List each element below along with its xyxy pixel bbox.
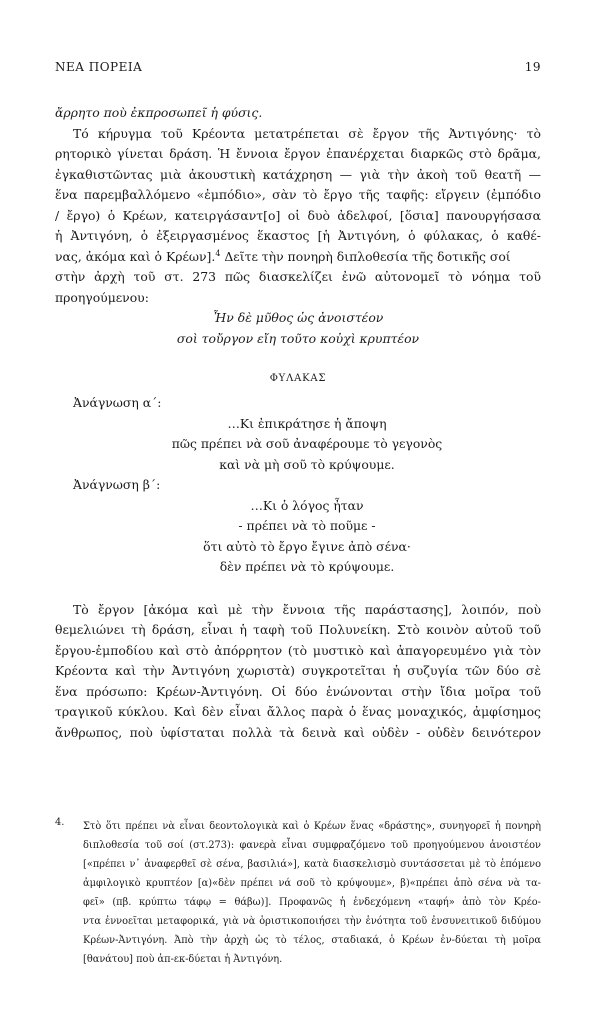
paragraph-2 [55, 600, 541, 744]
verse-line: - πρέπει νὰ τὸ ποῦμε - [238, 518, 376, 533]
verse-line: καὶ νὰ μὴ σοῦ τὸ κρύψουμε. [219, 456, 395, 472]
text-line: Τὸ ἔργον [ἀκόμα καὶ μὲ τὴν ἔννοια τῆς παράστασης], λοιπόν, ποὺ [73, 601, 541, 617]
text-line: ἐγκαθιστῶντας μιὰ ἀκουστικὴ κατάχρηση — γιὰ τὴν ἀκοὴ τοῦ θεατῆ — [55, 166, 541, 182]
text-line: ἡ Ἀντιγόνη, ὁ ἐξειργασμένος ἕκαστος [ἡ Ἀντιγόνη, ὁ φύλακας, ὁ καθέ- [55, 228, 541, 243]
greek-quotation [55, 308, 541, 349]
text-line: Κρέοντα καὶ τὴν Ἀντιγόνη χωριστὰ) συγκροτεῖται ἡ συζυγία τῶν δύο σὲ [55, 663, 541, 678]
footnote-body [55, 817, 541, 969]
footnote-line: Στὸ ὅτι πρέπει νὰ εἶναι δεοντολογικὰ καὶ ὁ Κρέων ἕνας «δράστης», συνηγορεῖ ἡ πονηρὴ [83, 821, 541, 832]
footnote-4 [55, 817, 541, 969]
footnote-line: [θανάτου] ποὺ ἀπ-εκ-δύεται ἡ Ἀντιγόνη. [83, 954, 283, 965]
text-line [55, 247, 541, 268]
text-line: τραγικοῦ κύκλου. Καὶ δὲν εἶναι ἄλλος παρὰ ὁ ἕνας μοναχικός, ἀμφίσημος [55, 704, 541, 719]
reading-a [55, 393, 541, 475]
text-line: ἔργου-ἐμποδίου καὶ στὸ ἀπόρρητον (τὸ μυστικὸ καὶ ἀπαγορευμένο γιὰ τὸν [55, 642, 541, 658]
quote-line: σοὶ τοὔργον εἴη τοῦτο κοὐχὶ κρυπτέον [176, 330, 420, 346]
verse-line: …Κι ἐπικράτησε ἡ ἄποψη [227, 415, 387, 431]
text-line: ἄρρητο ποὺ ἐκπροσωπεῖ ἡ φύσις. [55, 105, 263, 120]
text-line: ρητορικὸ γίνεται δράση. Ἡ ἔννοια ἔργον ἐπανέρχεται διαρκῶς στὸ δρᾶμα, [55, 146, 541, 161]
footnote-line: Κρέων-Ἀντιγόνη. Ἀπὸ τὴν ἀρχὴ ὡς τὸ τέλος, σταδιακά, ὁ Κρέων ἐν-δύεται τὴ μοῖρα [83, 935, 541, 946]
footnote-line: [«πρέπει ν᾿ ἀναφερθεῖ σὲ σένα, βασιλιά»], κατὰ διασκελισμὸ συντάσσεται μὲ τὸ ἑπόμενο [83, 859, 541, 870]
reading-label: Ἀνάγνωση α΄: [73, 395, 162, 410]
page-number: 19 [524, 60, 541, 74]
text-line: θεμελιώνει τὴ δράση, εἶναι ἡ ταφὴ τοῦ Πολυνείκη. Στὸ κοινὸν αὐτοῦ τοῦ [55, 622, 541, 637]
main-text [55, 103, 541, 743]
text-fragment: νας, ἀκόμα καὶ ὁ Κρέων]. [55, 248, 216, 264]
paragraph-1 [55, 103, 541, 308]
footnote-line: ἀμφιλογικὸ κρυπτέον [α)«δὲν πρέπει νά σοῦ τὸ κρύψουμε», β)«πρέπει ἀπὸ σένα νὰ τα- [83, 878, 541, 889]
footnote-ref: 4 [215, 248, 221, 258]
text-line: ἕνα πρόσωπο: Κρέων-Ἀντιγόνη. Οἱ δύο ἑνώνονται στὴν ἴδια μοῖρα τοῦ [55, 683, 541, 699]
text-line: / ἔργο) ὁ Κρέων, κατειργάσαντ[ο] οἱ δυὸ ἀδελφοί, [ὅσια] πανουργήσασα [55, 207, 541, 223]
footnote-number: 4. [55, 817, 65, 828]
speaker-heading: ΦΥΛΑΚΑΣ [269, 373, 327, 384]
verse-line: πῶς πρέπει νὰ σοῦ ἀναφέρουμε τὸ γεγονὸς [171, 436, 443, 451]
footnote-line: φεῖ» (πβ. κρύπτω τάφῳ = θάβω)]. Προφανῶς ἡ ἐνδεχόμενη «ταφή» ἀπὸ τὸν Κρέο- [83, 897, 541, 908]
text-line: ἄνθρωπος, ποὺ ὑφίσταται πολλὰ τὰ δεινὰ καὶ οὐδὲν - οὐδὲν δεινότερον [55, 724, 541, 740]
running-header [55, 60, 541, 76]
verse-line: ὅτι αὐτὸ τὸ ἔργο ἔγινε ἀπὸ σένα· [203, 538, 411, 554]
journal-title: ΝΕΑ ΠΟΡΕΙΑ [55, 60, 143, 74]
reading-b [55, 475, 541, 578]
reading-label: Ἀνάγνωση β΄: [73, 477, 161, 492]
text-line: στὴν ἀρχὴ τοῦ στ. 273 πῶς διασκελίζει ἐνῶ αὐτονομεῖ τὸ νόημα τοῦ [55, 269, 541, 284]
footnote-line: ντα ἐννοεῖται μεταφορικά, γιὰ νὰ ὁριστικοποιήσει τὴν ἑνότητα τοῦ ἐνσυνειτικοῦ διδύμου [83, 916, 541, 927]
text-line: Τό κήρυγμα τοῦ Κρέοντα μετατρέπεται σὲ ἔργον τῆς Ἀντιγόνης· τὸ [73, 125, 541, 141]
text-line: ἕνα παρεμβαλλόμενο «ἐμπόδιο», σὰν τὸ ἔργο τῆς ταφῆς: εἴργειν (ἐμπόδιο [55, 187, 541, 202]
verse-line: δὲν πρέπει νὰ τὸ κρύψουμε. [219, 559, 395, 574]
quote-line: Ἦν δὲ μῦθος ὡς ἀνοιστέον [212, 310, 384, 325]
text-fragment: Δεῖτε τὴν πονηρὴ διπλοθεσία τῆς δοτικῆς σοί [220, 248, 511, 264]
verse-line: …Κι ὁ λόγος ἦταν [250, 497, 364, 513]
text-line: προηγούμενου: [55, 289, 149, 305]
footnote-line: διπλοθεσία τοῦ σοί (στ.273): φανερὰ εἶναι συμφραζόμενο τοῦ προηγούμενου ἀνοιστέον [83, 840, 541, 851]
